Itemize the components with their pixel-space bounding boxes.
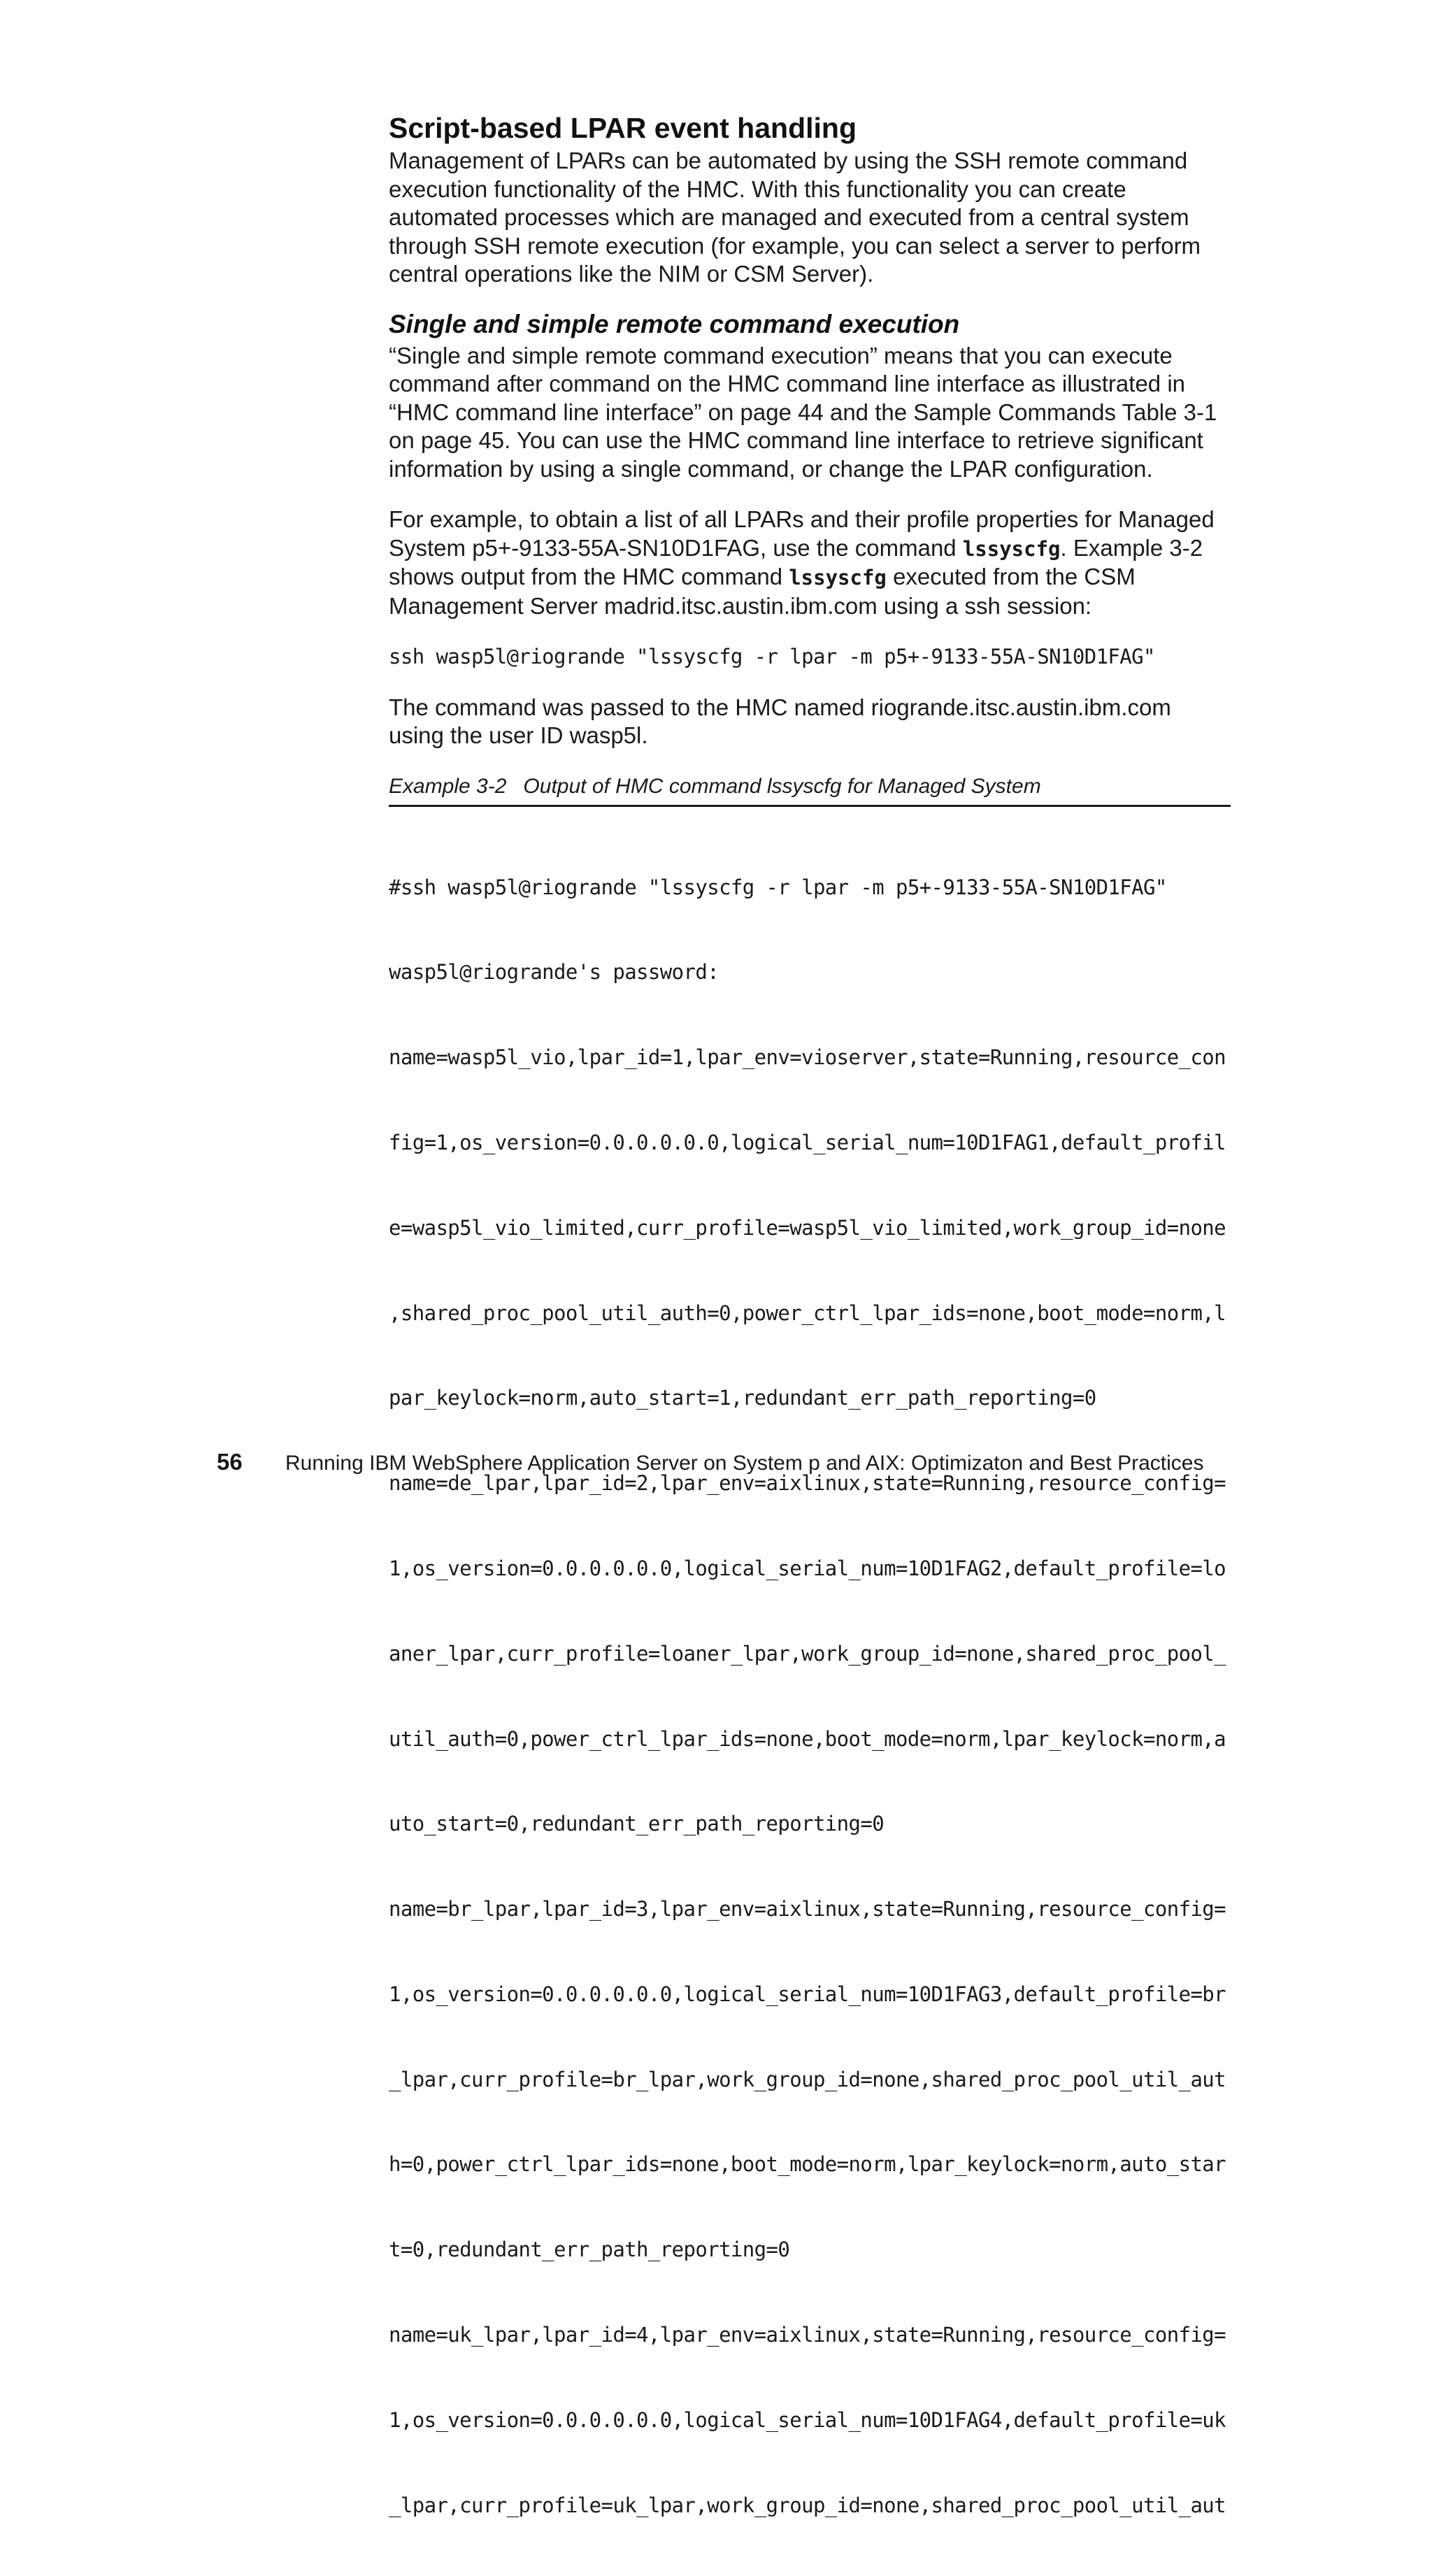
page-content (389, 110, 1231, 2576)
code-line: #ssh wasp5l@riogrande "lssyscfg -r lpar -m p5+-9133-55A-SN10D1FAG" (389, 873, 1231, 902)
code-line: t=0,redundant_err_path_reporting=0 (389, 2235, 1231, 2264)
code-line: aner_lpar,curr_profile=loaner_lpar,work_group_id=none,shared_proc_pool_ (389, 1640, 1231, 1668)
paragraph-text: For example, to obtain a list of all LPARs and their profile properties for Managed System p5+-9133-55A-SN10D1FAG, use the command (389, 506, 1215, 561)
code-line: util_auth=0,power_ctrl_lpar_ids=none,boot_mode=norm,lpar_keylock=norm,a (389, 1725, 1231, 1754)
paragraph-text: . Example 3-2 shows output from the HMC command (389, 535, 1203, 590)
example-title: Output of HMC command lssyscfg for Managed System (523, 775, 1040, 798)
section-heading: Script-based LPAR event handling (389, 110, 1231, 145)
code-line: name=wasp5l_vio,lpar_id=1,lpar_env=vioserver,state=Running,resource_con (389, 1043, 1231, 1072)
code-line: _lpar,curr_profile=uk_lpar,work_group_id=none,shared_proc_pool_util_aut (389, 2491, 1231, 2520)
example-caption (389, 774, 1231, 799)
caption-rule (389, 805, 1231, 807)
code-line: 1,os_version=0.0.0.0.0.0,logical_serial_num=10D1FAG2,default_profile=lo (389, 1554, 1231, 1583)
ssh-command-line: ssh wasp5l@riogrande "lssyscfg -r lpar -m p5+-9133-55A-SN10D1FAG" (389, 643, 1231, 671)
inline-command: lssyscfg (963, 537, 1061, 561)
subsection-heading: Single and simple remote command execution (389, 308, 1231, 341)
paragraph-single-command: “Single and simple remote command execution” means that you can execute command after command on the HMC command line interface as illustrated in “HMC command line interface” on page 44 and the Sample Commands Table 3-1 on page 45. You can use the HMC command line interface to retrieve significant information by using a single command, or change the LPAR configuration. (389, 342, 1231, 484)
code-line: par_keylock=norm,auto_start=1,redundant_err_path_reporting=0 (389, 1384, 1231, 1412)
code-line: name=uk_lpar,lpar_id=4,lpar_env=aixlinux,state=Running,resource_config= (389, 2321, 1231, 2349)
code-line: _lpar,curr_profile=br_lpar,work_group_id=none,shared_proc_pool_util_aut (389, 2066, 1231, 2094)
paragraph-lssyscfg-example (389, 506, 1231, 620)
paragraph-text: executed from the CSM Management Server madrid.itsc.austin.ibm.com using a ssh session: (389, 564, 1136, 619)
code-line: 1,os_version=0.0.0.0.0.0,logical_serial_num=10D1FAG3,default_profile=br (389, 1980, 1231, 2009)
page-footer (217, 1449, 1203, 1480)
code-line: e=wasp5l_vio_limited,curr_profile=wasp5l_vio_limited,work_group_id=none (389, 1214, 1231, 1243)
paragraph-hmc-user: The command was passed to the HMC named riogrande.itsc.austin.ibm.com using the user ID wasp5l. (389, 694, 1231, 750)
inline-command: lssyscfg (789, 566, 887, 589)
code-line: name=br_lpar,lpar_id=3,lpar_env=aixlinux,state=Running,resource_config= (389, 1895, 1231, 1924)
code-line: h=0,power_ctrl_lpar_ids=none,boot_mode=norm,lpar_keylock=norm,auto_star (389, 2150, 1231, 2179)
code-line: fig=1,os_version=0.0.0.0.0.0,logical_serial_num=10D1FAG1,default_profil (389, 1129, 1231, 1157)
example-label: Example 3-2 (389, 775, 506, 798)
code-line: name=de_lpar,lpar_id=2,lpar_env=aixlinux,state=Running,resource_config= (389, 1469, 1231, 1498)
code-line: 1,os_version=0.0.0.0.0.0,logical_serial_num=10D1FAG4,default_profile=uk (389, 2406, 1231, 2435)
book-title: Running IBM WebSphere Application Server on System p and AIX: Optimizaton and Best Practices (285, 1452, 1203, 1475)
code-line: wasp5l@riogrande's password: (389, 958, 1231, 987)
code-line: uto_start=0,redundant_err_path_reporting=0 (389, 1810, 1231, 1838)
intro-paragraph: Management of LPARs can be automated by using the SSH remote command execution functionality of the HMC. With this functionality you can create automated processes which are managed and executed from a central system through SSH remote execution (for example, you can select a server to perform central operations like the NIM or CSM Server). (389, 147, 1231, 289)
code-line: ,shared_proc_pool_util_auth=0,power_ctrl_lpar_ids=none,boot_mode=norm,l (389, 1299, 1231, 1328)
example-output-block (389, 817, 1231, 2576)
page-number: 56 (217, 1449, 285, 1475)
